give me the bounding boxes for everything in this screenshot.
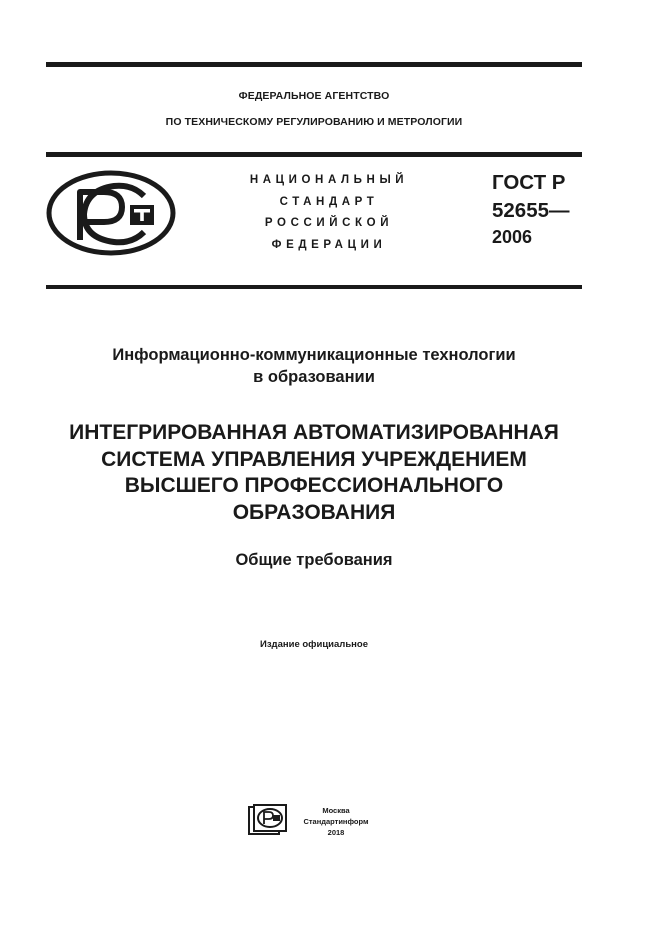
publisher-block xyxy=(296,805,376,838)
national-standard-line-1: НАЦИОНАЛЬНЫЙ xyxy=(249,174,409,186)
subtitle-line-1: Информационно-коммуникационные технологии xyxy=(112,346,516,364)
national-standard-line-4: ФЕДЕРАЦИИ xyxy=(271,238,387,251)
title-line-2: СИСТЕМА УПРАВЛЕНИЯ УЧРЕЖДЕНИЕМ xyxy=(101,447,527,471)
middle-rule xyxy=(46,152,582,157)
standard-designation xyxy=(492,169,592,249)
national-standard-line-3: РОССИЙСКОЙ xyxy=(264,217,394,229)
top-rule xyxy=(46,62,582,67)
rst-emblem-icon xyxy=(46,170,176,256)
document-part-title: Общие требования xyxy=(235,551,393,569)
publisher-name: Стандартинформ xyxy=(303,817,369,826)
designation-prefix: ГОСТ Р xyxy=(492,171,566,194)
edition-note: Издание официальное xyxy=(260,639,368,650)
document-title xyxy=(30,420,598,526)
title-line-1: ИНТЕГРИРОВАННАЯ АВТОМАТИЗИРОВАННАЯ xyxy=(69,421,559,444)
agency-line-1: ФЕДЕРАЛЬНОЕ АГЕНТСТВО xyxy=(238,90,390,102)
publisher-year: 2018 xyxy=(327,828,345,837)
title-line-3: ВЫСШЕГО ПРОФЕССИОНАЛЬНОГО xyxy=(124,474,504,497)
publisher-city: Москва xyxy=(322,806,350,815)
national-standard-label xyxy=(224,170,434,256)
national-standard-line-2: СТАНДАРТ xyxy=(279,195,379,208)
lower-rule xyxy=(46,285,582,289)
subtitle-line-2: в образовании xyxy=(253,368,375,386)
designation-number: 52655— xyxy=(492,199,570,222)
title-line-4: ОБРАЗОВАНИЯ xyxy=(232,500,396,524)
document-subtitle xyxy=(46,344,582,388)
agency-line-2: ПО ТЕХНИЧЕСКОМУ РЕГУЛИРОВАНИЮ И МЕТРОЛОГИИ xyxy=(165,116,463,128)
designation-year: 2006 xyxy=(492,227,533,247)
standartinform-logo-icon xyxy=(248,804,288,836)
